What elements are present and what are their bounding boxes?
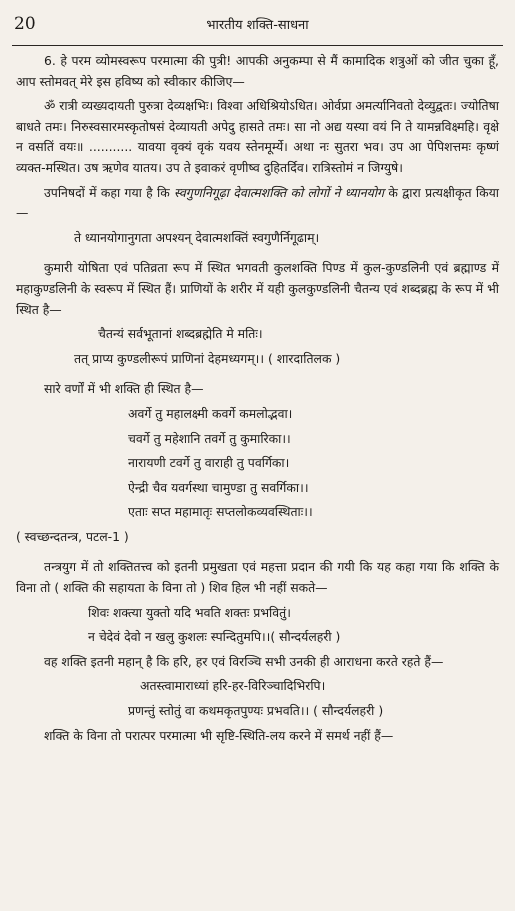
paragraph-hari-hara: वह शक्ति इतनी महान् है कि हरि, हर एवं विरञ्चि सभी उनकी ही आराधना करते रहते हैं—	[44, 653, 444, 669]
emphasized-text: स्वगुणनिगूढ़ा देवात्मशक्ति को लोगों ने ध्यानयोग	[174, 184, 385, 200]
verse-line: नारायणी टवर्गे तु वाराही तु पवर्गिका।	[128, 455, 290, 471]
verse-line: ते ध्यानयोगानुगता अपश्यन् देवात्मशक्तिं स्वगुणैर्निगूढाम्।	[74, 229, 320, 245]
verse-line: एताः सप्त महामातृः सप्तलोकव्यवस्थिताः।।	[128, 504, 313, 520]
source-citation: ( स्वच्छन्दतन्त्र, पटल-1 )	[16, 528, 129, 544]
page-number: 20	[14, 14, 36, 34]
page-header	[14, 8, 501, 42]
verse-line: ऐन्द्री चैव यवर्गस्था चामुण्डा तु सवर्गिका।।	[128, 479, 309, 495]
verse-line: तत् प्राप्य कुण्डलीरूपं प्राणिनां देहमध्यगम्।। ( शारदातिलक )	[74, 350, 341, 366]
verse-line: प्रणन्तुं स्तोतुं वा कथमकृतपुण्यः प्रभवति।। ( सौन्दर्यलहरी )	[128, 703, 384, 719]
verse-line: न चेदेवं देवो न खलु कुशलः स्पन्दितुमपि।।( सौन्दर्यलहरी )	[88, 629, 341, 645]
page-body	[16, 51, 499, 750]
verse-line: चैतन्यं सर्वभूतानां शब्दब्रह्मेति मे मतिः।	[98, 326, 263, 342]
paragraph-upanishad	[16, 183, 499, 224]
verse-line: अवर्गे तु महालक्ष्मी कवर्गे कमलोद्भवा।	[128, 405, 293, 421]
paragraph-tantra: तन्त्रयुग में तो शक्तितत्त्व को इतनी प्रमुखता एवं महत्ता प्रदान की गयी कि यह कहा गया कि शक्ति के विना तो ( शक्ति की सहायता के विना तो ) शिव हिल भी नहीं सकते—	[16, 559, 499, 596]
paragraph-6: 6. हे परम व्योमस्वरूप परमात्मा की पुत्री! आपकी अनुकम्पा से मैं कामादिक शत्रुओं को जीत चुका हूँ, आप स्तोमवत् मेरे इस हविष्य को स्वीकार कीजिए—	[16, 53, 499, 89]
vedic-hymn: ॐ रात्री व्यख्यदायती पुरुत्रा देव्यक्षभिः। विश्वा अधिश्रियोऽधित। ओर्वप्रा अमर्त्यानिवतो देव्युद्वतः। ज्योतिषा बाधते तमः। निरुस्वसारमस्कृतोषसं देव्यायती अपेदु हासते तमः। सा नो अद्य यस्या वयं नि ते यामन्नविक्ष्महि। वृक्षे न वसतिं वयः॥ ........... यावया वृक्यं वृकं यवय स्तेनमूर्म्ये। अथा नः सुतरा भव। उप आ पेपिशत्तमः कृष्णं व्यक्त-मस्थित। उष ऋणेव यातय। उप ते इवाकरं वृणीष्व दुहितर्दिव। रात्रिस्तोमं न जिग्युषे।	[16, 98, 499, 175]
paragraph-kundalini: कुमारी योषिता एवं पतिव्रता रूप में स्थित भगवती कुलशक्ति पिण्ड में कुल-कुण्डलिनी एवं ब्रह्माण्ड में महाकुण्डलिनी के स्वरूप में स्थित हैं। प्राणियों के शरीर में यही कुलकुण्डलिनी चैतन्य एवं शब्दब्रह्म के रूप में भी स्थित है—	[16, 260, 499, 317]
text-run: के द्वारा प्रत्यक्षीकृत किया—	[16, 184, 499, 221]
paragraph-paratpara: शक्ति के विना तो परात्पर परमात्मा भी सृष्टि-स्थिति-लय करने में समर्थ नहीं हैं—	[44, 727, 394, 743]
running-title: भारतीय शक्ति-साधना	[206, 18, 309, 33]
paragraph-varna: सारे वर्णों में भी शक्ति ही स्थित है—	[44, 381, 204, 397]
verse-line: अतस्त्वामाराध्यां हरि-हर-विरिञ्चादिभिरपि।	[140, 678, 326, 694]
text-run: उपनिषदों में कहा गया है कि	[44, 184, 175, 200]
verse-line: शिवः शक्त्या युक्तो यदि भवति शक्तः प्रभवितुं।	[88, 604, 291, 620]
header-rule	[12, 45, 503, 46]
verse-line: चवर्गे तु महेशानि तवर्गे तु कुमारिका।।	[128, 430, 291, 446]
